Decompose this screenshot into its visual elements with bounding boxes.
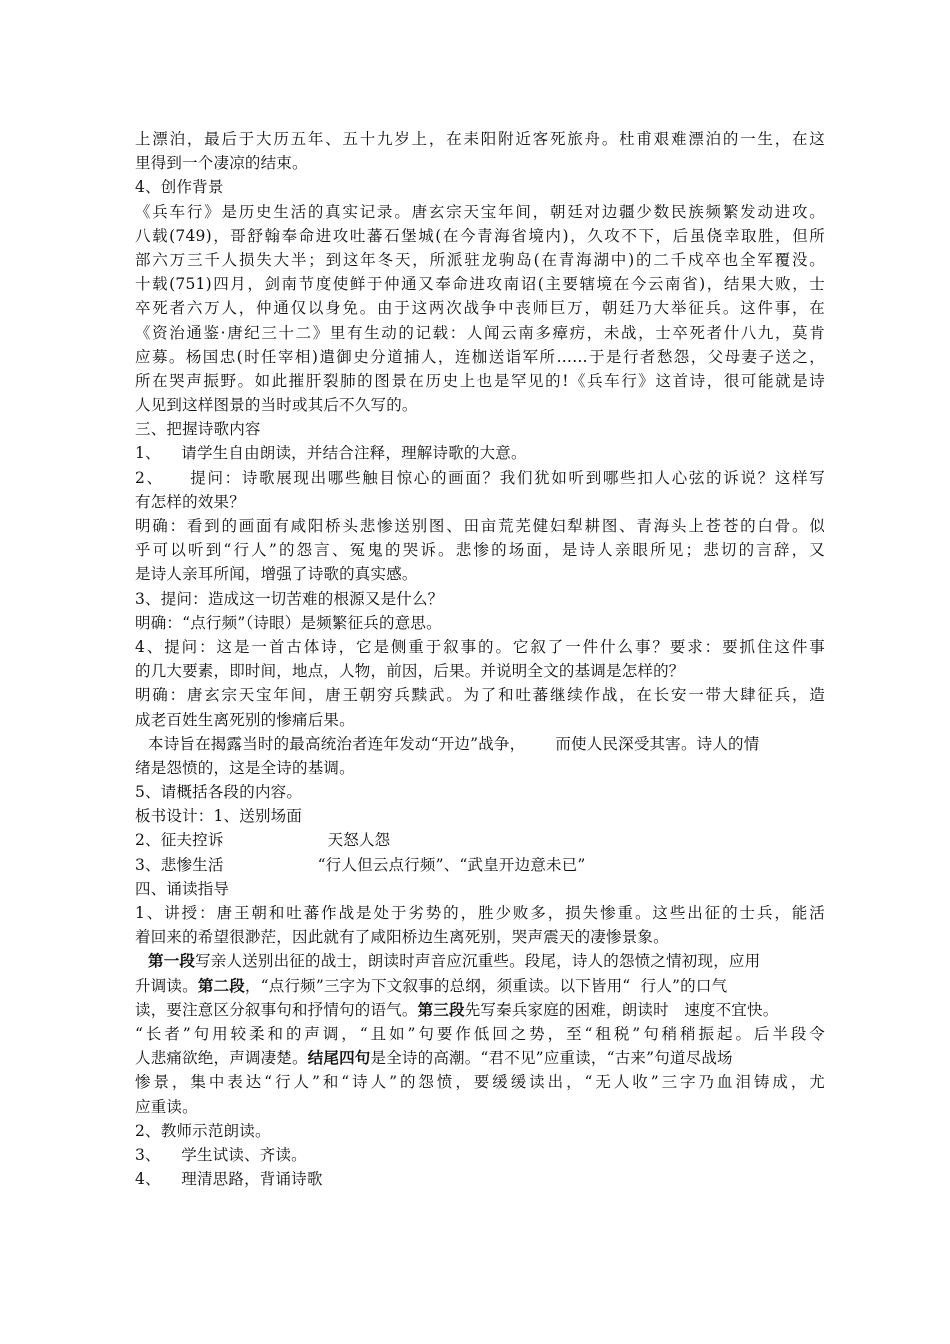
text-segment: 先写秦兵家庭的困难，朗读时 速度不宜快。: [464, 1000, 779, 1019]
bold-label: 结尾四句: [307, 1048, 371, 1068]
text-line: 4、提问：这是一首古体诗，它是侧重于叙事的。它叙了一件什么事？要求：要抓住这件事: [135, 637, 825, 656]
bold-label: 第二段: [197, 975, 245, 995]
text-line: 《兵车行》是历史生活的真实记录。唐玄宗天宝年间，朝廷对边疆少数民族频繁发动进攻。: [135, 202, 825, 221]
text-segment: 而使人民深受其害。诗人的情: [555, 734, 760, 753]
text-line: 3、提问：造成这一切苦难的根源又是什么？: [135, 589, 444, 608]
text-line: [135, 466, 825, 490]
text-segment: 3、悲惨生活: [135, 855, 224, 874]
bold-label: 第一段: [148, 951, 196, 971]
section-heading: 三、把握诗歌内容: [135, 420, 261, 439]
text-segment: 本诗旨在揭露当时的最高统治者连年发动“开边”战争，: [148, 734, 526, 753]
text-line: [135, 1046, 825, 1070]
text-line: 所在哭声振野。如此摧肝裂肺的图景在历史上也是罕见的!《兵车行》这首诗，很可能就是诗: [135, 371, 825, 390]
text-segment: 读，要注意区分叙事句和抒情句的语气。: [135, 1000, 418, 1019]
text-line: 应募。杨国忠(时任宰相)遣御史分道捕人，连枷送诣军所……于是行者愁怨，父母妻子送之，: [135, 347, 825, 366]
text-line: [135, 949, 825, 973]
text-line: [135, 732, 825, 756]
text-segment: 2、征夫控诉: [135, 831, 224, 850]
text-line: 成老百姓生离死别的惨痛后果。: [135, 710, 355, 729]
text-line: [135, 974, 825, 998]
section-heading: 4、创作背景: [135, 178, 224, 197]
text-line: 应重读。: [135, 1097, 198, 1116]
text-line: 1、讲授：唐王朝和吐蕃作战是处于劣势的，胜少败多，损失惨重。这些出征的士兵，能活: [135, 904, 825, 922]
text-line: 《资治通鉴·唐纪三十二》里有生动的记载：人闻云南多瘴疠，未战，士卒死者什八九，莫肯: [135, 323, 825, 342]
numbered-item: 3、 学生试读、齐读。: [135, 1145, 307, 1164]
text-line: 明确：唐玄宗天宝年间，唐王朝穷兵黩武。为了和吐蕃继续作战，在长安一带大肆征兵，造: [135, 686, 825, 705]
text-line: 乎可以听到“行人”的怨言、冤鬼的哭诉。悲惨的场面，是诗人亲眼所见；悲切的言辞，又: [135, 541, 825, 560]
text-line: “长者”句用较柔和的声调，“且如”句要作低回之势，至“租税”句稍稍振起。后半段令: [135, 1024, 825, 1043]
text-line: 有怎样的效果？: [135, 492, 245, 511]
text-line: 部六万三千人损失大半；到这年冬天，所派驻龙驹岛(在青海湖中)的二千戍卒也全军覆没。: [135, 250, 825, 269]
text-line: 5、请概括各段的内容。: [135, 783, 303, 802]
text-line: 明确：“点行频”（诗眼）是频繁征兵的意思。: [135, 613, 442, 632]
text-line: [135, 998, 825, 1022]
text-line: 十载(751)四月，剑南节度使鲜于仲通又奉命进攻南诏(主要辖境在今云南省)，结果大败，士: [135, 275, 825, 294]
text-line: 的几大要素，即时间，地点，人物，前因，后果。并说明全文的基调是怎样的？: [135, 662, 685, 681]
text-line: 人见到这样图景的当时或其后不久写的。: [135, 396, 418, 415]
numbered-item: 2、 提问：诗歌展现出哪些触目惊心的画面？我们犹如听到哪些扣人心弦的诉说？这样写: [135, 468, 825, 487]
text-line: 里得到一个凄凉的结束。: [135, 154, 308, 173]
text-line: 上漂泊，最后于大历五年、五十九岁上，在耒阳附近客死旅舟。杜甫艰难漂泊的一生，在这: [135, 130, 825, 148]
text-line: [135, 441, 825, 465]
text-line: [135, 828, 825, 852]
text-line: 是诗人亲耳所闻，增强了诗歌的真实感。: [135, 565, 418, 584]
text-line: 卒死者六万人，仲通仅以身免。由于这两次战争中丧师巨万，朝廷乃大举征兵。这件事，在: [135, 299, 825, 318]
text-line: 惨景，集中表达“行人”和“诗人”的怨愤，要缓缓读出，“无人收”三字乃血泪铸成，尤: [135, 1073, 825, 1092]
text-line: 绪是怨愤的，这是全诗的基调。: [135, 758, 355, 777]
text-segment: 升调读。: [135, 976, 198, 995]
text-segment: ，“点行频”三字为下文叙事的总纲，须重读。以下皆用“ 行人”的口气: [244, 976, 728, 995]
text-line: 板书设计：1、送别场面: [135, 807, 303, 826]
text-line: 着回来的希望很渺茫，因此就有了咸阳桥边生离死别，哭声震天的凄惨景象。: [135, 928, 669, 947]
bold-label: 第三段: [417, 999, 465, 1019]
text-segment: “行人但云点行频”、“武皇开边意未已”: [317, 855, 586, 874]
text-line: 八载(749)，哥舒翰奉命进攻吐蕃石堡城(在今青海省境内)，久攻不下，后虽侥幸取胜，但所: [135, 226, 825, 245]
text-segment: 天怒人怨: [327, 831, 391, 850]
text-line: [135, 1167, 825, 1191]
section-heading: 四、诵读指导: [135, 879, 230, 898]
numbered-item: 4、 理清思路，背诵诗歌: [135, 1170, 323, 1189]
text-segment: 写亲人送别出征的战士，朗读时声音应沉重些。段尾，诗人的怨愤之情初现，应用: [195, 952, 761, 971]
text-segment: 人悲痛欲绝，声调凄楚。: [135, 1049, 308, 1068]
text-line: [135, 1143, 825, 1167]
text-line: 2、教师示范朗读。: [135, 1121, 271, 1140]
text-line: [135, 853, 825, 877]
document-page: [135, 127, 825, 1191]
numbered-item: 1、 请学生自由朗读，并结合注释，理解诗歌的大意。: [135, 444, 527, 463]
text-segment: 是全诗的高潮。“君不见”应重读，“古来”句道尽战场: [370, 1049, 733, 1068]
text-line: 明确：看到的画面有咸阳桥头悲惨送别图、田亩荒芜健妇犁耕图、青海头上苍苍的白骨。似: [135, 517, 825, 535]
